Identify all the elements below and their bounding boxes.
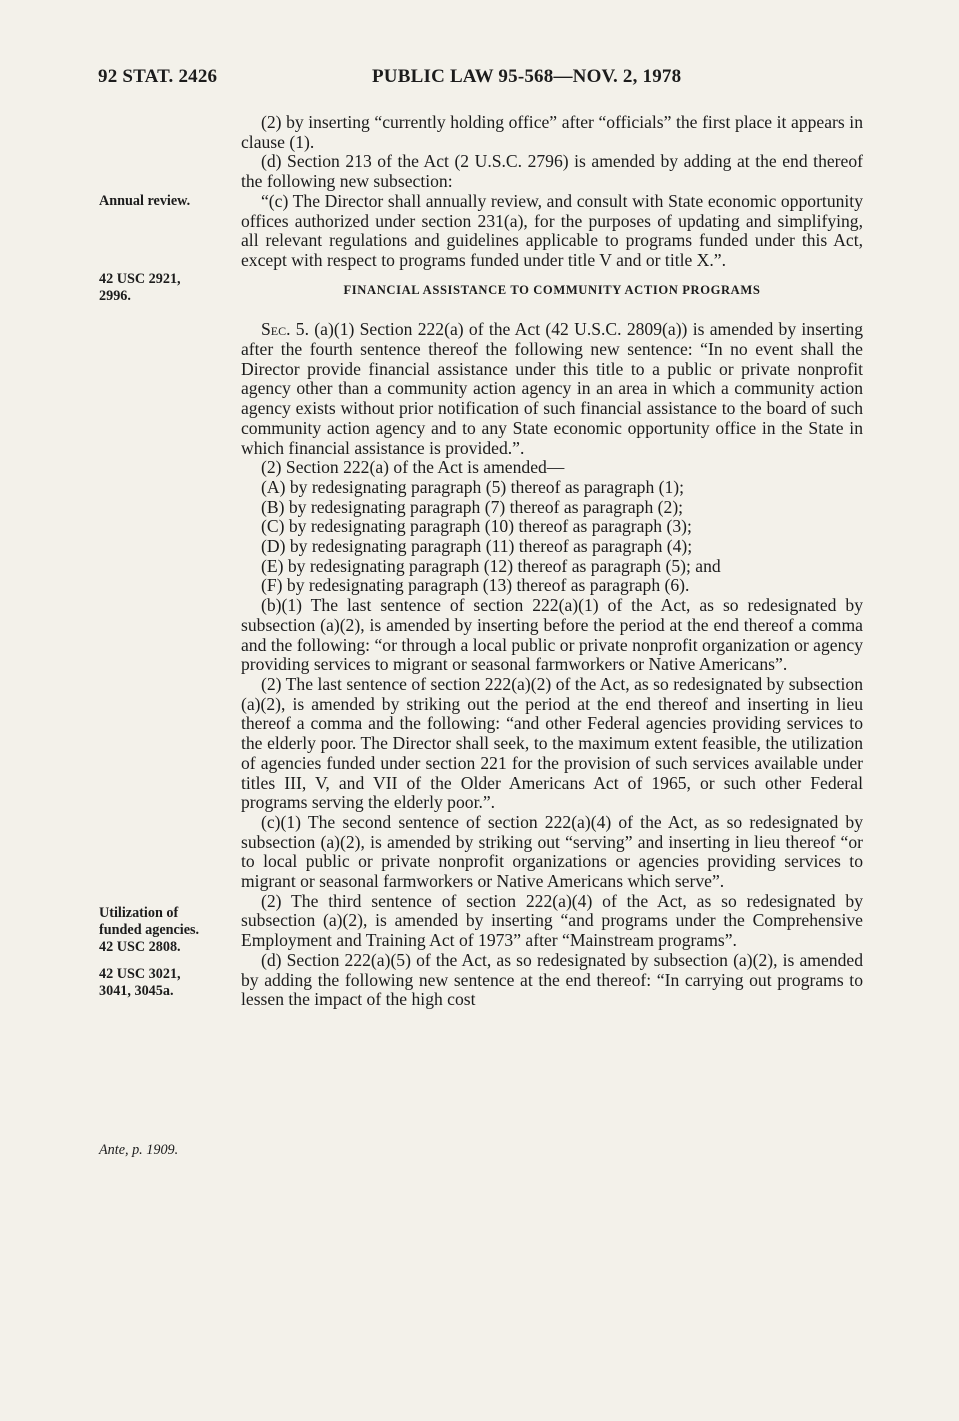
margin-note-ante: Ante, p. 1909.: [99, 1142, 179, 1158]
paragraph: (2) The third sentence of section 222(a)(4) of the Act, as so redesignated by subsection (a)(2), is amended by inserting “and programs under the Comprehensive Employment and Training Act of 1973” after “Mainstream programs”.: [241, 890, 863, 951]
section-label: Sec. 5.: [261, 319, 310, 340]
section-text: (a)(1) Section 222(a) of the Act (42 U.S.C. 2809(a)) is amended by inserting after the fourth sentence thereof the following new sentence: “In no event shall the Director provide financial assistance under this title to a public or private nonprofit agency other than a community action agency in an area in which a community action agency exists without prior notification of such financial assistance to the board of such community action agency and to any State economic opportunity office in the State in which financial assistance is provided.”.: [241, 319, 863, 458]
margin-note-line: funded agencies.: [99, 922, 200, 938]
paragraph: (c)(1) The second sentence of section 222(a)(4) of the Act, as so redesignated by subsection (a)(2), is amended by striking out “serving” and inserting in lieu thereof “or to local public or private nonprofit organizations or agencies providing services to migrant or seasonal farmworkers or Native Americans which serve”.: [241, 811, 863, 892]
subparagraph: (D) by redesignating paragraph (11) thereof as paragraph (4);: [261, 536, 693, 557]
margin-note-line: 2996.: [99, 288, 131, 304]
paragraph: “(c) The Director shall annually review, and consult with State economic opportunity offices authorized under section 231(a), for the purposes of updating and simplifying, all relevant regulations and guidelines applicable to programs funded under this Act, except with respect to programs funded under title V and or title X.”.: [241, 190, 863, 270]
margin-note-usc-2921: [99, 271, 229, 305]
margin-note-utilization: [99, 905, 229, 956]
margin-note-line: 42 USC 2921,: [99, 271, 181, 287]
paragraph: (2) by inserting “currently holding office” after “officials” the first place it appears in clause (1).: [241, 112, 863, 152]
subparagraph: (C) by redesignating paragraph (10) thereof as paragraph (3);: [261, 516, 692, 537]
section-heading: FINANCIAL ASSISTANCE TO COMMUNITY ACTION PROGRAMS: [343, 282, 761, 297]
margin-note-line: 42 USC 2808.: [99, 939, 181, 955]
stat-citation: 92 STAT. 2426: [98, 66, 218, 87]
body-text: [241, 113, 863, 1010]
paragraph: (d) Section 222(a)(5) of the Act, as so redesignated by subsection (a)(2), is amended by adding the following new sentence at the end thereof: “In carrying out programs to lessen the impact of the high cost: [241, 949, 863, 1010]
subparagraph: (B) by redesignating paragraph (7) thereof as paragraph (2);: [261, 496, 684, 517]
section-paragraph: [241, 320, 863, 458]
subparagraph: (E) by redesignating paragraph (12) thereof as paragraph (5); and: [261, 555, 721, 576]
subparagraph: (F) by redesignating paragraph (13) thereof as paragraph (6).: [261, 575, 690, 596]
margin-note-line: 3041, 3045a.: [99, 983, 174, 999]
subparagraph: (A) by redesignating paragraph (5) thereof as paragraph (1);: [261, 476, 685, 497]
margin-note-usc-3021: [99, 966, 229, 1000]
paragraph: (b)(1) The last sentence of section 222(a)(1) of the Act, as so redesignated by subsection (a)(2), is amended by inserting before the period at the end thereof a comma and the following: “or through a local public or private nonprofit organization or agency providing services to migrant or seasonal farmworkers or Native Americans”.: [241, 595, 863, 675]
margin-note-line: Utilization of: [99, 905, 179, 921]
page-title: PUBLIC LAW 95-568—NOV. 2, 1978: [372, 66, 682, 87]
margin-note-line: 42 USC 3021,: [99, 966, 181, 982]
margin-note-annual-review: Annual review.: [99, 193, 191, 209]
paragraph: (2) The last sentence of section 222(a)(2) of the Act, as so redesignated by subsection (a)(2), is amended by striking out the period at the end thereof and inserting in lieu thereof a comma and the following: “and other Federal agencies providing services to the elderly poor. The Director shall seek, to the maximum extent feasible, the utilization of agencies funded under section 221 for the provision of such services available under titles III, V, and VII of the Older Americans Act of 1965, or such other Federal programs serving the elderly poor.”.: [241, 673, 863, 813]
paragraph: (2) Section 222(a) of the Act is amended—: [261, 457, 565, 478]
paragraph: (d) Section 213 of the Act (2 U.S.C. 2796) is amended by adding at the end thereof the following new subsection:: [241, 151, 863, 192]
